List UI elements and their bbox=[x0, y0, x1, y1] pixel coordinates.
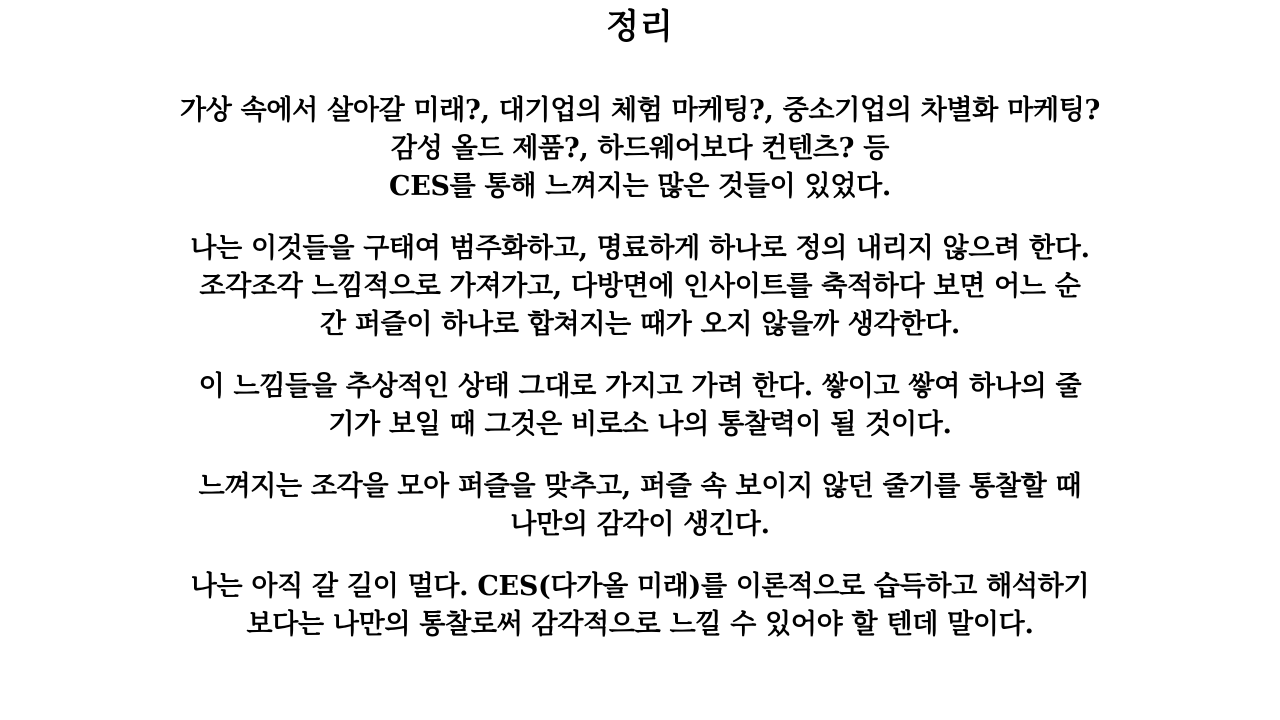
text-line: CES를 통해 느껴지는 많은 것들이 있었다. bbox=[389, 171, 891, 202]
text-line: 조각조각 느낌적으로 가져가고, 다방면에 인사이트를 축적하다 보면 어느 순 bbox=[199, 271, 1081, 302]
text-line: 감성 올드 제품?, 하드웨어보다 컨텐츠? 등 bbox=[390, 133, 890, 164]
paragraph-no-categorization bbox=[90, 230, 1190, 344]
slide-body bbox=[90, 92, 1190, 668]
text-line: 기가 보일 때 그것은 비로소 나의 통찰력이 될 것이다. bbox=[328, 409, 952, 440]
paragraph-abstract-feelings bbox=[90, 368, 1190, 444]
paragraph-long-way bbox=[90, 568, 1190, 644]
text-line: 느껴지는 조각을 모아 퍼즐을 맞추고, 퍼즐 속 보이지 않던 줄기를 통찰할 때 bbox=[198, 471, 1082, 502]
text-line: 간 퍼즐이 하나로 합쳐지는 때가 오지 않을까 생각한다. bbox=[319, 309, 960, 340]
text-line: 가상 속에서 살아갈 미래?, 대기업의 체험 마케팅?, 중소기업의 차별화 마케팅? bbox=[179, 95, 1101, 126]
text-line: 보다는 나만의 통찰로써 감각적으로 느낄 수 있어야 할 텐데 말이다. bbox=[246, 609, 1034, 640]
text-line: 나는 아직 갈 길이 멀다. CES(다가올 미래)를 이론적으로 습득하고 해석하기 bbox=[190, 571, 1090, 602]
text-line: 나만의 감각이 생긴다. bbox=[510, 509, 770, 540]
text-line: 이 느낌들을 추상적인 상태 그대로 가지고 가려 한다. 쌓이고 쌓여 하나의 줄 bbox=[198, 371, 1082, 402]
paragraph-ces-impressions bbox=[90, 92, 1190, 206]
text-line: 나는 이것들을 구태여 범주화하고, 명료하게 하나로 정의 내리지 않으려 한다. bbox=[190, 233, 1090, 264]
slide-title: 정리 bbox=[606, 7, 674, 47]
paragraph-puzzle-insight bbox=[90, 468, 1190, 544]
